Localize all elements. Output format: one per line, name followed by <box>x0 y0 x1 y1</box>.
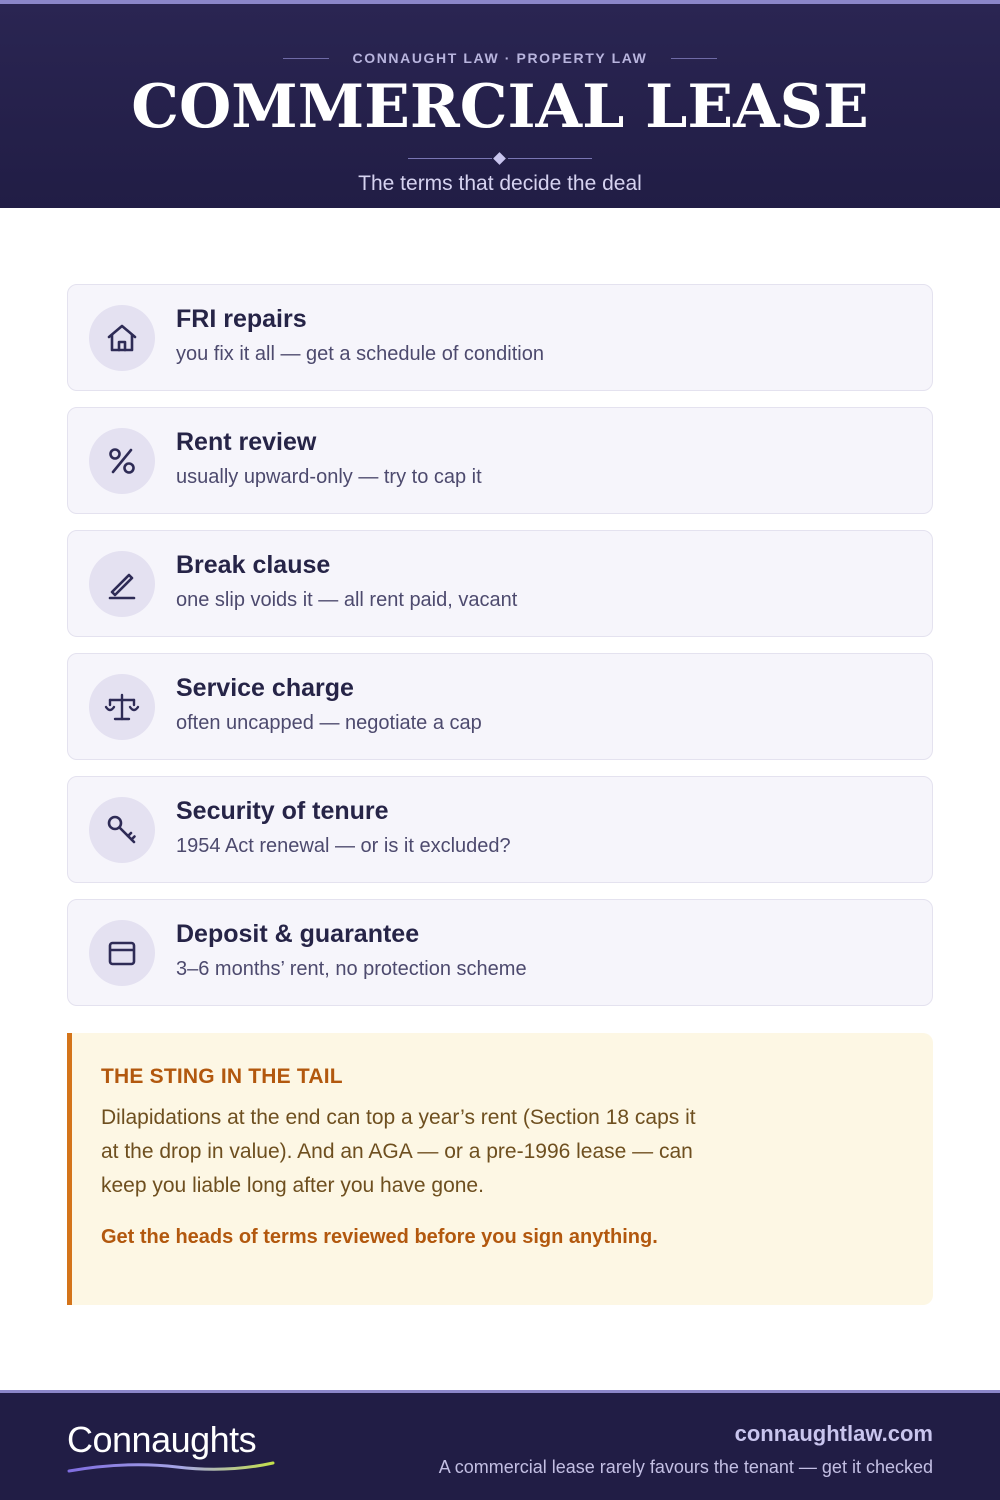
house-icon <box>89 305 155 371</box>
eyebrow-row <box>0 50 1000 66</box>
lease-terms-list <box>67 284 933 1022</box>
term-title: FRI repairs <box>176 305 307 333</box>
eyebrow-rule-left <box>283 58 329 59</box>
term-description: usually upward-only — try to cap it <box>176 466 482 488</box>
eyebrow-rule-right <box>671 58 717 59</box>
title-divider <box>408 154 592 164</box>
term-description: often uncapped — negotiate a cap <box>176 712 482 734</box>
term-card-security-of-tenure <box>67 776 933 883</box>
term-description: 1954 Act renewal — or is it excluded? <box>176 835 511 857</box>
term-title: Break clause <box>176 551 331 579</box>
warning-callout <box>67 1033 933 1305</box>
eyebrow-label: CONNAUGHT LAW · PROPERTY LAW <box>352 50 648 66</box>
term-card-service-charge <box>67 653 933 760</box>
callout-call-to-action: Get the heads of terms reviewed before you sign anything. <box>101 1226 658 1248</box>
connaughts-logo <box>67 1419 287 1479</box>
logo-wordmark: Connaughts <box>67 1419 257 1460</box>
header-banner <box>0 0 1000 208</box>
term-card-break-clause <box>67 530 933 637</box>
footer-banner <box>0 1390 1000 1500</box>
key-icon <box>89 797 155 863</box>
page-subtitle: The terms that decide the deal <box>358 172 642 195</box>
pen-icon <box>89 551 155 617</box>
percent-icon <box>89 428 155 494</box>
page-title: COMMERCIAL LEASE <box>131 72 869 142</box>
footer-tagline: A commercial lease rarely favours the tenant — get it checked <box>438 1457 933 1477</box>
term-title: Rent review <box>176 428 317 456</box>
term-card-fri-repairs <box>67 284 933 391</box>
scales-icon <box>89 674 155 740</box>
term-card-deposit-guarantee <box>67 899 933 1006</box>
logo-swoosh-icon <box>67 1459 277 1475</box>
term-title: Service charge <box>176 674 354 702</box>
term-card-rent-review <box>67 407 933 514</box>
callout-body: Dilapidations at the end can top a year’s rent (Section 18 caps it at the drop in value). And an AGA — or a pre-1996 lease — can keep you liable long after you have gone. <box>101 1106 696 1197</box>
term-description: 3–6 months’ rent, no protection scheme <box>176 958 527 980</box>
term-title: Security of tenure <box>176 797 389 825</box>
wallet-icon <box>89 920 155 986</box>
website-link[interactable]: connaughtlaw.com <box>734 1421 933 1446</box>
callout-heading: THE STING IN THE TAIL <box>101 1065 343 1088</box>
term-description: you fix it all — get a schedule of condition <box>176 343 544 365</box>
diamond-icon <box>493 152 506 165</box>
term-description: one slip voids it — all rent paid, vacant <box>176 589 518 611</box>
term-title: Deposit & guarantee <box>176 920 420 948</box>
